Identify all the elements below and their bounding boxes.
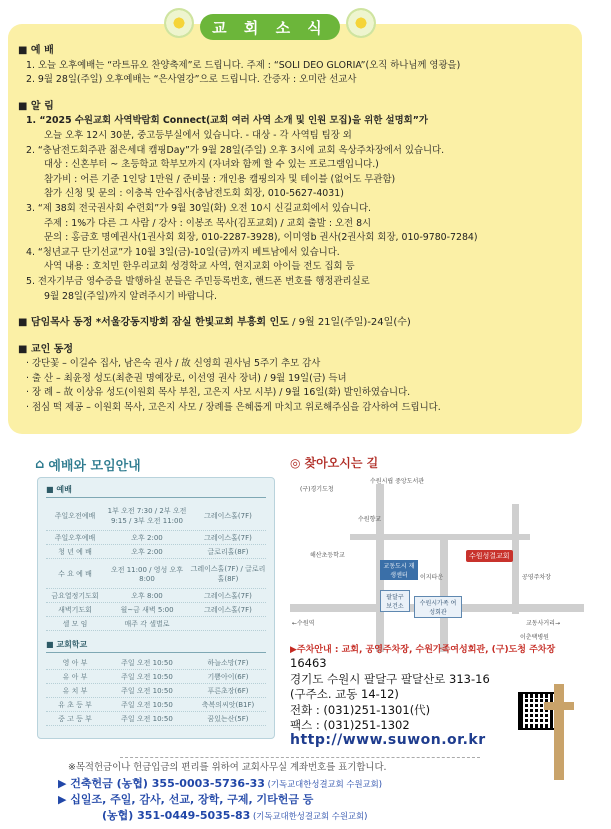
map-label: 수원향교 <box>358 516 382 523</box>
worship-line: 1. 오늘 오후예배는 “라트뮤오 찬양축제”로 드립니다. 주제 : “SOLI DEO GLORIA”(오직 하나님께 영광을) <box>26 59 461 71</box>
row-name: 셀 모 임 <box>62 619 88 628</box>
map-road <box>440 534 448 652</box>
member-line: · 출 산 – 최윤정 성도(최춘권 명예장로, 이선영 권사 장녀) / 9월 19일(금) 득녀 <box>26 372 347 384</box>
announcement-line: 참가비 : 어른 기준 1인당 1만원 / 준비물 : 개인용 캠핑의자 및 테이블 (없어도 무관함) <box>44 173 396 185</box>
worship-line: 2. 9월 28일(주일) 오후예배는 “은사열강”으로 드립니다. 간증자 : 오미란 선교사 <box>26 74 357 86</box>
row-place: 그레이스홀(7F) <box>204 591 252 600</box>
map-label: 팔달구 보건소 <box>380 590 410 612</box>
old-address: (구주소. 교동 14-12) <box>290 687 399 702</box>
row-place: 그레이스홀(7F) / 글로리홀(8F) <box>190 564 266 583</box>
table-row <box>46 531 266 545</box>
worship-section-title: ■ 예배 <box>46 484 266 498</box>
announcement-line: 2. “충남전도회주관 젊은세대 캠핑Day”가 9월 28일(주일) 오후 3시에 교회 옥상주차장에서 있습니다. <box>26 144 445 156</box>
map-label: 교동사거리→ <box>526 620 561 627</box>
offering-account-label: ▶ 십일조, 주일, 감사, 선교, 장학, 구제, 기타헌금 등 <box>58 793 314 806</box>
row-place: 그레이스홀(7F) <box>204 605 252 614</box>
announcement-line: 9월 28일(주일)까지 알려주시기 바랍니다. <box>44 290 217 302</box>
account-line <box>58 808 558 824</box>
announcement-line: 문의 : 홍금호 명예권사(1권사회 회장, 010-2287-3928), 이미영b 권사(2권사회 회장, 010-9780-7284) <box>44 232 478 244</box>
table-row <box>46 684 266 698</box>
row-time: 주일 오전 10:50 <box>121 686 173 695</box>
row-name: 새벽기도회 <box>58 605 92 614</box>
row-name: 유 아 부 <box>62 672 88 681</box>
table-row <box>46 617 266 631</box>
pastor-activity <box>18 316 578 331</box>
row-name: 유 초 등 부 <box>58 700 92 709</box>
row-name: 청 년 예 배 <box>58 547 92 556</box>
row-time: 매주 각 셀별로 <box>124 619 170 628</box>
row-time: 주일 오전 10:50 <box>121 714 173 723</box>
member-line: · 강단꽃 – 이길수 집사, 남은숙 권사 / 故 신영희 권사님 5주기 추모 감사 <box>26 358 321 370</box>
map-label: 수원시가족 여성회관 <box>414 596 462 618</box>
row-time: 1부 오전 7:30 / 2부 오전 9:15 / 3부 오전 11:00 <box>107 506 187 525</box>
row-place: 꿈있는산(5F) <box>207 714 249 723</box>
map-label: 이지타운 <box>420 574 444 581</box>
account-owner: (기독교대한성결교회 수원교회) <box>250 811 368 821</box>
school-section-title: ■ 교회학교 <box>46 639 266 653</box>
account-line <box>58 776 558 792</box>
row-place: 기쁨아이(6F) <box>207 672 249 681</box>
map-label: 이춘택병원 <box>520 634 549 641</box>
map-label: ←수원역 <box>292 620 315 627</box>
announcement-line: 5. 전자기부금 영수증을 발행하실 분들은 주민등록번호, 핸드폰 번호를 행정관리실로 <box>26 275 370 287</box>
phone-number: 전화 : (031)251-1301(代) <box>290 702 431 717</box>
map-label: 해산초등학교 <box>310 552 345 559</box>
church-location-marker: 수원성결교회 <box>466 550 513 562</box>
row-place: 푸른초장(6F) <box>207 686 249 695</box>
parking-info: ▶주차안내 : 교회, 공영주차장, 수원가족여성회관, (구)도청 주차장 <box>290 645 556 655</box>
announcement-line: 3. “제 38회 전국권사회 수련회”가 9월 30일(화) 오전 10시 신길교회에서 있습니다. <box>26 202 372 214</box>
map-road <box>350 534 530 540</box>
map-label: (구)경기도청 <box>300 486 334 493</box>
location-pin-icon: ◎ <box>290 455 301 470</box>
worship-guide-label: 예배와 모임안내 <box>48 459 141 474</box>
directions-title <box>290 454 378 471</box>
row-name: 수 요 예 배 <box>58 569 92 578</box>
account-owner: (기독교대한성결교회 수원교회) <box>264 779 383 789</box>
table-row <box>46 559 266 589</box>
header-banner <box>150 8 360 40</box>
row-time: 주일 오전 10:50 <box>121 672 173 681</box>
announcement-line: 1. “2025 수원교회 사역박람회 Connect(교회 여러 사역 소개 및 인원 모집)을 위한 설명회”가 <box>26 115 428 127</box>
account-line <box>58 792 558 808</box>
directions-label: 찾아오시는 길 <box>304 456 379 470</box>
map-label: 수원시립 중앙도서관 <box>370 478 425 485</box>
announcement-line: 4. “청년교구 단기선교”가 10월 3일(금)-10일(금)까지 베트남에서 있습니다. <box>26 246 340 258</box>
website-link[interactable]: http://www.suwon.or.kr <box>290 732 486 748</box>
worship-title: ■ 예 배 <box>18 45 54 56</box>
map-label: 교동도시 재생센터 <box>380 560 418 580</box>
row-time: 주일 오전 10:50 <box>121 658 173 667</box>
announcement-line: 참가 신청 및 문의 : 이충복 안수집사(충남전도회 회장, 010-5627-4031) <box>44 188 344 200</box>
row-time: 오전 11:00 / 영성 오후 8:00 <box>110 565 183 583</box>
row-name: 주일오후예배 <box>54 533 96 542</box>
row-name: 주일오전예배 <box>54 511 96 520</box>
row-name: 영 아 부 <box>62 658 88 667</box>
row-time: 오후 2:00 <box>131 533 163 542</box>
worship-guide-table <box>37 477 275 739</box>
row-time: 오후 8:00 <box>131 591 163 600</box>
announcements-title: ■ 알 림 <box>18 100 54 112</box>
announcement-line: 사역 내용 : 호치민 한우리교회 성경학교 사역, 현지교회 아이들 전도 집회 등 <box>44 261 355 273</box>
member-line: · 장 례 – 故 이상유 성도(이원회 목사 부친, 고은지 사모 시부) / 9월 16일(화) 발인하였습니다. <box>26 387 411 399</box>
pastor-date: / 9월 21일(주일)-24일(수) <box>288 317 411 329</box>
worship-guide <box>35 455 275 745</box>
row-name: 금요열정기도회 <box>51 591 99 600</box>
announcement-line: 주제 : 1%가 다른 그 사람 / 강사 : 이봉조 목사(김포교회) / 교회 출발 : 오전 8시 <box>44 217 372 229</box>
member-line: · 점심 떡 제공 – 이원회 목사, 고은지 사모 / 장례를 은혜롭게 마치고 위로해주심을 감사하여 드립니다. <box>26 402 441 414</box>
qr-code-icon[interactable] <box>518 692 556 730</box>
row-place: 글로리홀(8F) <box>207 547 249 556</box>
cross-icon <box>544 702 574 710</box>
offering-account-number: (농협) 351-0449-5035-83 <box>102 809 251 822</box>
row-place: 축복의씨앗(B1F) <box>201 700 255 709</box>
row-place: 그레이스홀(7F) <box>204 511 252 520</box>
row-name: 유 치 부 <box>62 686 88 695</box>
table-row <box>46 501 266 531</box>
row-time: 오후 2:00 <box>131 547 163 556</box>
table-row <box>46 603 266 617</box>
map-label: 공영주차장 <box>522 574 551 581</box>
table-row <box>46 712 266 726</box>
church-address <box>290 656 490 734</box>
street-address: 경기도 수원시 팔달구 팔달산로 313-16 <box>290 671 490 686</box>
flower-icon <box>164 8 194 38</box>
table-row <box>46 656 266 670</box>
table-row <box>46 545 266 559</box>
bank-note: ※목적헌금이나 헌금입금의 편리를 위하여 교회사무실 계좌번호를 표기합니다. <box>68 762 387 773</box>
members-title: ■ 교인 동정 <box>18 343 74 355</box>
church-icon: ⌂ <box>35 457 45 472</box>
row-place: 그레이스홀(7F) <box>204 533 252 542</box>
bank-accounts <box>58 760 558 824</box>
table-row <box>46 698 266 712</box>
postal-code: 16463 <box>290 656 327 670</box>
announcement-line: 오늘 오후 12시 30분, 중고등부실에서 있습니다. - 대상 - 각 사역팀 팀장 외 <box>44 129 352 141</box>
building-fund-account: ▶ 건축헌금 (농협) 355-0003-5736-33 <box>58 777 265 790</box>
map-road <box>512 504 519 614</box>
directions <box>286 452 586 752</box>
row-name: 중 고 등 부 <box>58 714 92 723</box>
row-time: 월~금 새벽 5:00 <box>120 605 174 614</box>
page-title: 교 회 소 식 <box>200 14 340 40</box>
location-map[interactable] <box>290 474 584 652</box>
pastor-label: ■ 담임목사 동정 *서울강동지방회 잠실 한빛교회 부흥회 인도 <box>18 317 289 329</box>
flower-icon <box>346 8 376 38</box>
table-row <box>46 670 266 684</box>
row-time: 주일 오전 10:50 <box>121 700 173 709</box>
worship-guide-title <box>35 455 141 474</box>
notices-content <box>18 44 578 416</box>
table-row <box>46 589 266 603</box>
row-place: 하늘소망(7F) <box>207 658 249 667</box>
fax-number: 팩스 : (031)251-1302 <box>290 718 410 733</box>
announcement-line: 대상 : 신혼부터 ~ 초등학교 학부모까지 (자녀와 함께 할 수 있는 프로그램입니다.) <box>44 159 379 171</box>
divider <box>120 757 480 758</box>
